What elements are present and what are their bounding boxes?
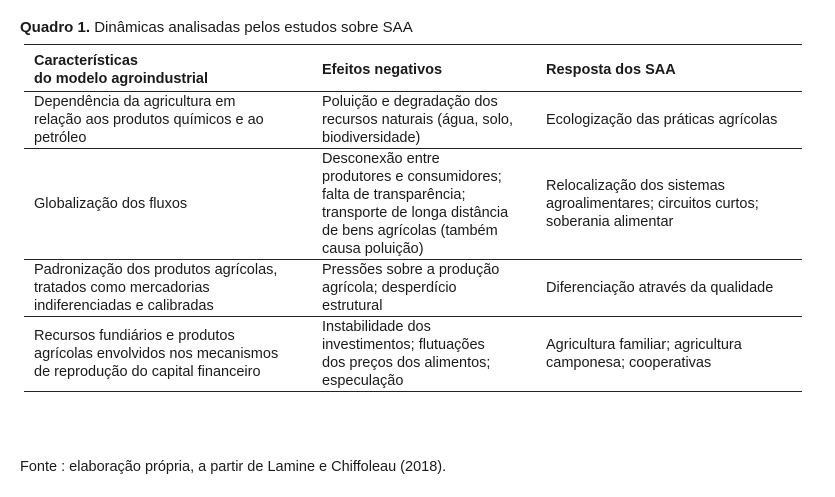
table-row [24,260,802,317]
cell-line: Diferenciação através da qualidade [546,280,774,296]
cell-line: indiferenciadas e calibradas [34,298,214,314]
cell-line: agrícola; desperdício [322,280,457,296]
cell-line: Pressões sobre a produção [322,262,500,278]
cell-effects [312,260,536,317]
cell-effects [312,317,536,392]
cell-line: agroalimentares; circuitos curtos; [546,196,759,212]
header-characteristics [24,45,312,92]
cell-characteristic [24,92,312,149]
cell-line: soberania alimentar [546,214,674,230]
cell-line: causa poluição) [322,241,424,257]
table-caption [20,18,413,38]
header-saa-response [536,45,802,92]
cell-line: Recursos fundiários e produtos [34,328,235,344]
caption-label: Quadro 1. [20,19,91,36]
table-row [24,92,802,149]
cell-line: dos preços dos alimentos; [322,355,491,371]
cell-line: estrutural [322,298,383,314]
cell-effects [312,92,536,149]
cell-response [536,317,802,392]
table-header-row [24,45,802,92]
cell-line: Globalização dos fluxos [34,196,188,212]
cell-line: agrícolas envolvidos nos mecanismos [34,346,279,362]
cell-line: Dependência da agricultura em [34,94,236,110]
cell-line: biodiversidade) [322,130,421,146]
cell-response [536,260,802,317]
table-row [24,317,802,392]
cell-effects [312,149,536,260]
cell-line: Ecologização das práticas agrícolas [546,112,778,128]
cell-line: tratados como mercadorias [34,280,210,296]
cell-line: Poluição e degradação dos [322,94,498,110]
dynamics-table [24,44,802,392]
cell-line: falta de transparência; [322,187,466,203]
cell-line: Instabilidade dos [322,319,431,335]
cell-line: recursos naturais (água, solo, [322,112,514,128]
cell-line: especulação [322,373,404,389]
cell-line: Agricultura familiar; agricultura [546,337,742,353]
header-line: Características [34,53,138,69]
table-source: Fonte : elaboração própria, a partir de Lamine e Chiffoleau (2018). [20,459,447,475]
cell-line: petróleo [34,130,87,146]
table-row [24,149,802,260]
cell-characteristic [24,317,312,392]
cell-response [536,149,802,260]
cell-line: Padronização dos produtos agrícolas, [34,262,278,278]
header-line: Resposta dos SAA [546,62,676,78]
cell-line: Desconexão entre [322,151,440,167]
cell-line: relação aos produtos químicos e ao [34,112,264,128]
header-line: Efeitos negativos [322,62,443,78]
header-negative-effects [312,45,536,92]
cell-line: transporte de longa distância [322,205,509,221]
cell-response [536,92,802,149]
header-line: do modelo agroindustrial [34,71,209,87]
cell-characteristic [24,149,312,260]
cell-line: produtores e consumidores; [322,169,502,185]
cell-characteristic [24,260,312,317]
cell-line: Relocalização dos sistemas [546,178,725,194]
cell-line: camponesa; cooperativas [546,355,712,371]
caption-text: Dinâmicas analisadas pelos estudos sobre SAA [94,19,413,36]
cell-line: de bens agrícolas (também [322,223,498,239]
cell-line: de reprodução do capital financeiro [34,364,261,380]
table-body [24,92,802,392]
cell-line: investimentos; flutuações [322,337,485,353]
